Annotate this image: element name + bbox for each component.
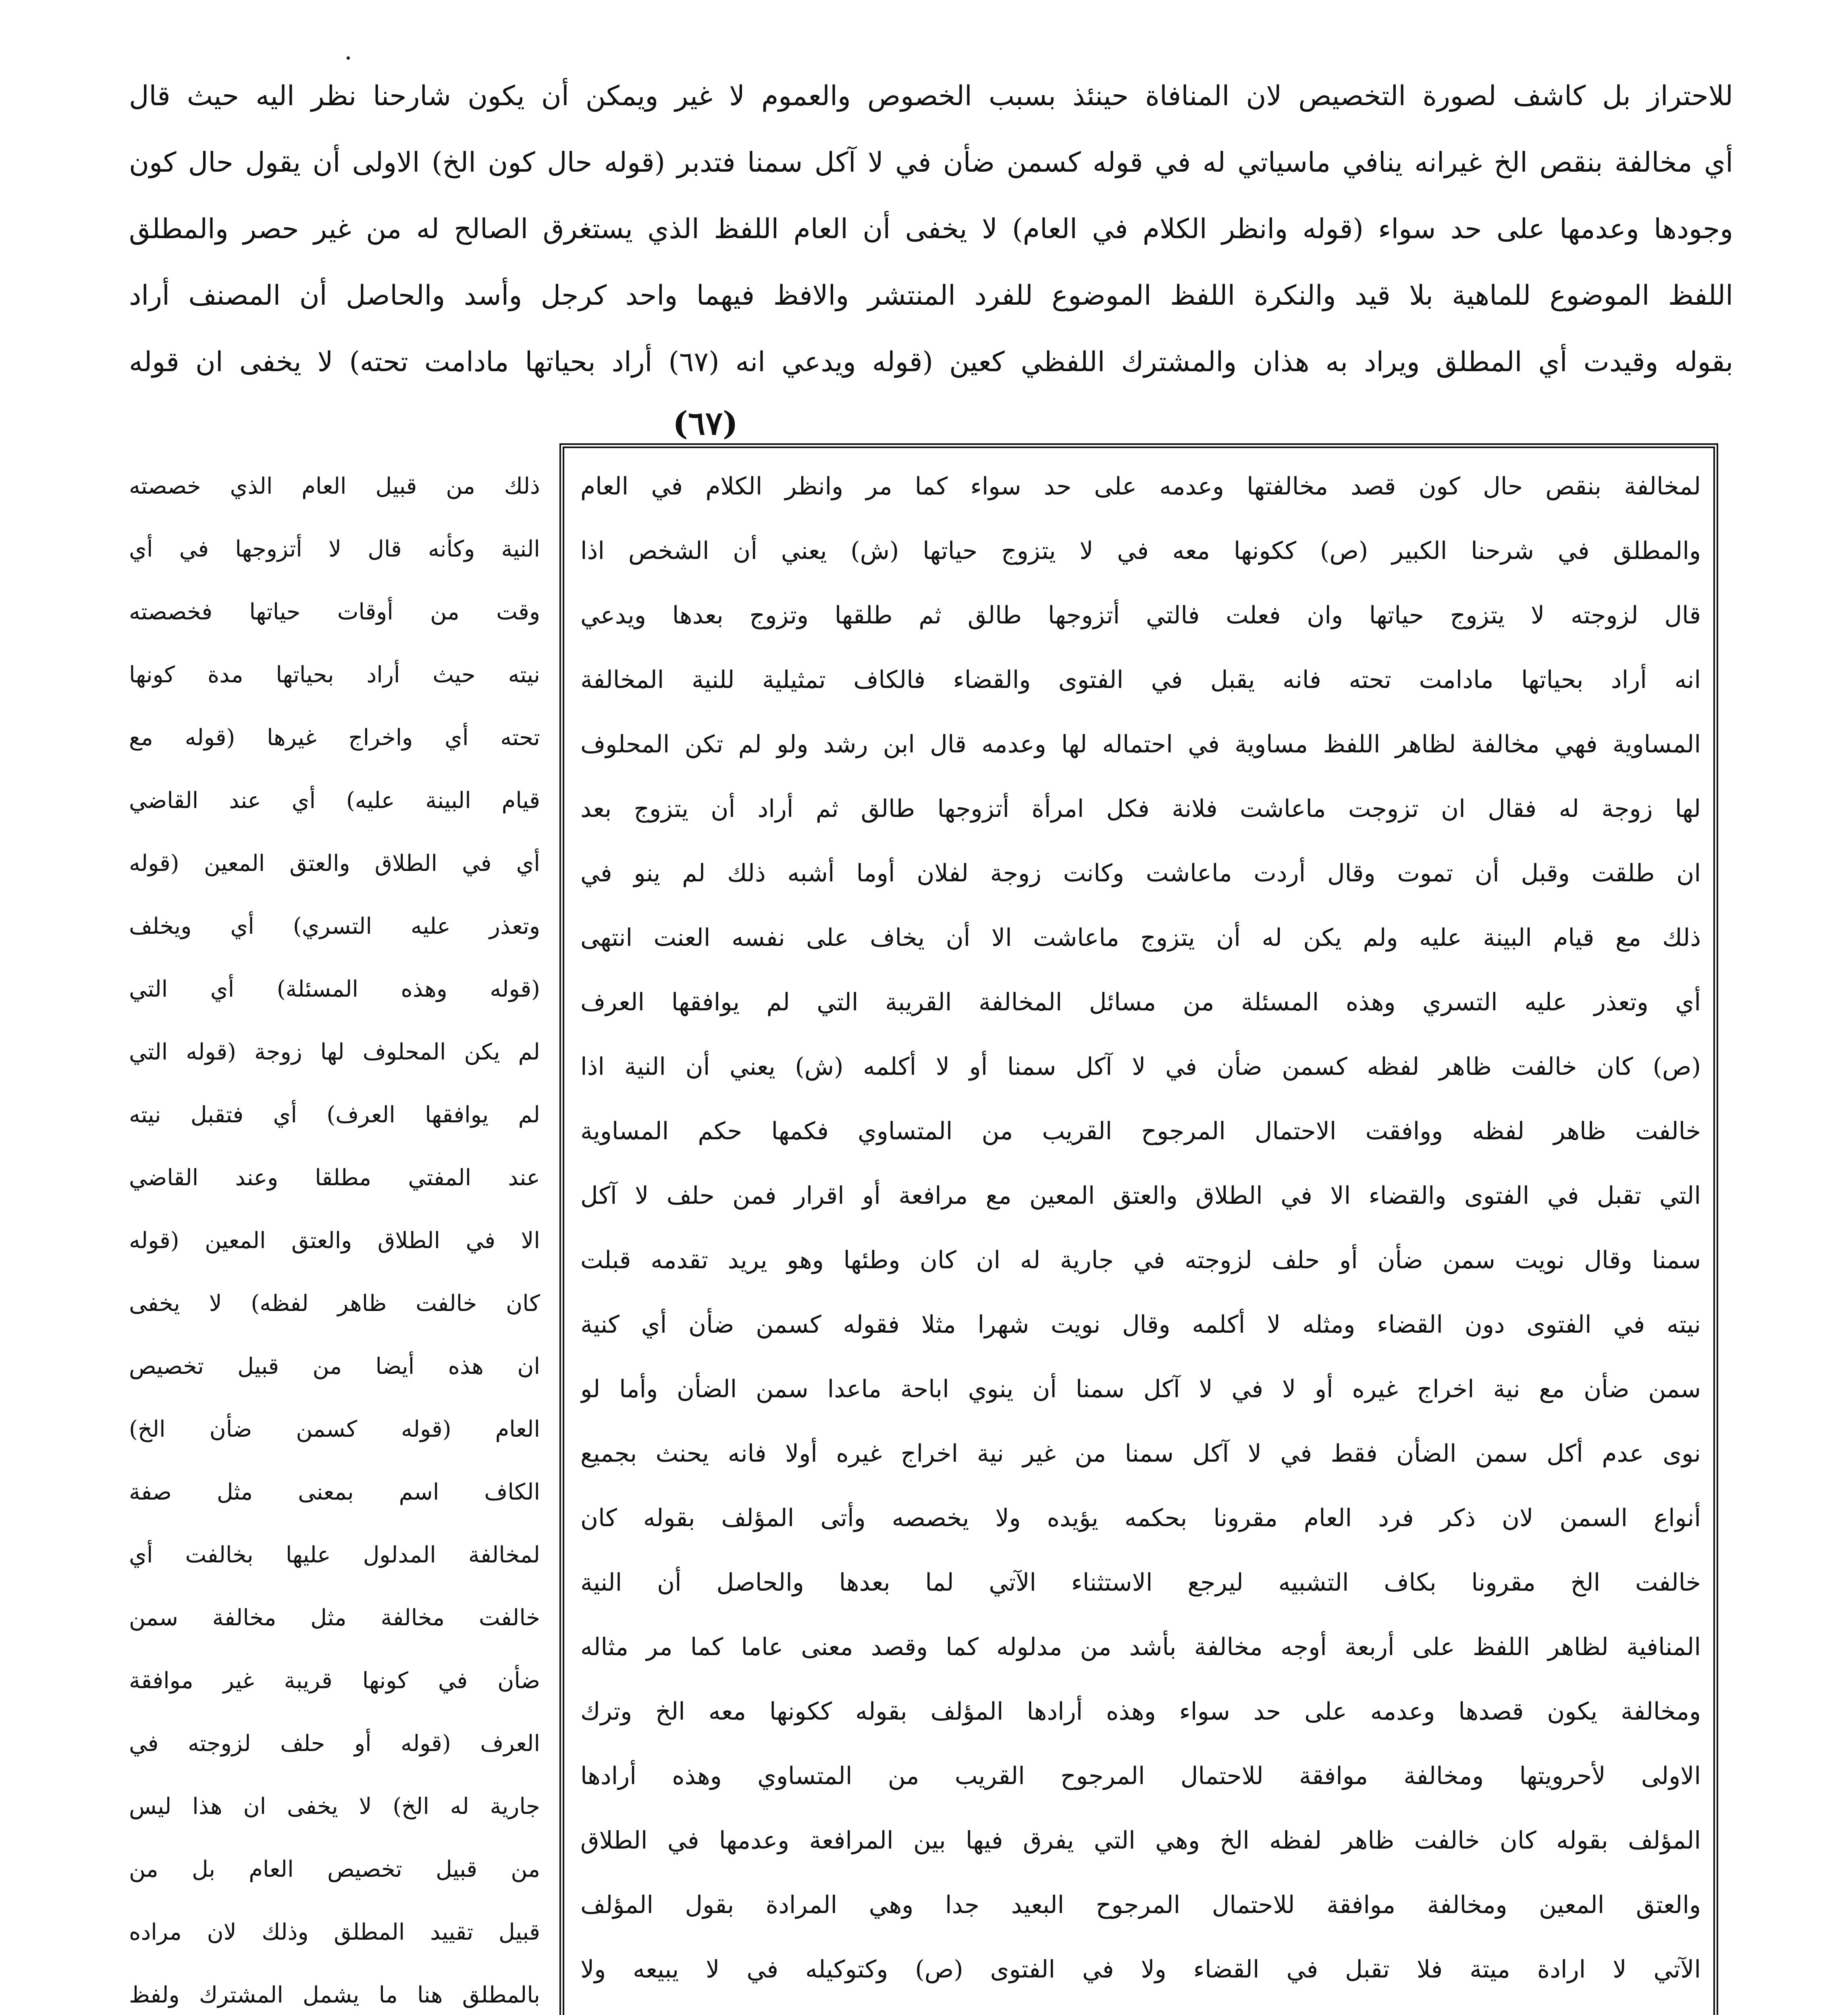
main-line: لها زوجة له فقال ان تزوجت ماعاشت فلانة فكل امرأة أتزوجها طالق ثم أراد أن يتزوج بعد: [580, 795, 1701, 823]
main-line: خالفت ظاهر لفظه ووافقت الاحتمال المرجوح القريب من المتساوي فكمها حكم المساوية: [580, 1117, 1701, 1145]
main-line: خالفت الخ مقرونا بكاف التشبيه ليرجع الاستثناء الآتي لما بعدها والحاصل أن النية: [580, 1568, 1701, 1597]
side-line: قبيل تقييد المطلق وذلك لان مراده: [129, 1919, 540, 1945]
main-line: المؤلف بقوله كان خالفت ظاهر لفظه الخ وهي التي يفرق فيها بين المرافعة وعدمها في الطلاق: [580, 1826, 1701, 1855]
side-line: ان هذه أيضا من قبيل تخصيص: [129, 1353, 540, 1379]
main-line: والعتق المعين ومخالفة موافقة للاحتمال المرجوح البعيد جدا وهي المرادة بقول المؤلف: [580, 1891, 1701, 1919]
top-line: وجودها وعدمها على حد سواء (قوله وانظر الكلام في العام) لا يخفى أن العام اللفظ الذي يستغرق الصالح له من غير حصر والمطلق: [129, 213, 1733, 245]
side-line: الا في الطلاق والعتق المعين (قوله: [129, 1228, 540, 1254]
side-line: العام (قوله كسمن ضأن الخ): [129, 1416, 540, 1442]
main-line: أي وتعذر عليه التسري وهذه المسئلة من مسائل المخالفة القريبة التي لم يوافقها العرف: [580, 988, 1701, 1016]
top-line: للاحتراز بل كاشف لصورة التخصيص لان المنافاة حينئذ بسبب الخصوص والعموم لا غير ويمكن أن يكون شارحنا نظر اليه حيث قال: [129, 80, 1733, 112]
main-line: أنواع السمن لان ذكر فرد العام مقرونا بحكمه يؤيده ولا يخصصه وأتى المؤلف بقوله كان: [580, 1504, 1701, 1532]
main-line: قال لزوجته لا يتزوج حياتها وان فعلت فالتي أتزوجها طالق ثم طلقها وتزوج بعدها ويدعي: [580, 601, 1701, 629]
main-line: الاولى لأحرويتها ومخالفة موافقة للاحتمال المرجوح القريب من المتساوي وهذه أرادها: [580, 1762, 1701, 1790]
side-line: جارية له الخ) لا يخفى ان هذا ليس: [129, 1793, 540, 1820]
side-line: قيام البينة عليه) أي عند القاضي: [129, 787, 540, 814]
main-line: سمن ضأن مع نية اخراج غيره أو لا في لا آكل سمنا أن ينوي اباحة ماعدا سمن الضأن وأما لو: [580, 1375, 1701, 1403]
main-line: الآتي لا ارادة ميتة فلا تقبل في القضاء ولا في الفتوى (ص) وكتوكيله في لا يبيعه ولا: [580, 1955, 1701, 1984]
main-line: ان طلقت وقبل أن تموت وقال أردت ماعاشت وكانت زوجة لفلان أوما أشبه ذلك لم ينو في: [580, 859, 1701, 887]
side-line: لم يكن المحلوف لها زوجة (قوله التي: [129, 1039, 540, 1065]
side-line: لم يوافقها العرف) أي فتقبل نيته: [129, 1102, 540, 1128]
main-line: نيته في الفتوى دون القضاء ومثله لا أكلمه وقال نويت شهرا مثلا فقوله كسمن ضأن أي كنية: [580, 1311, 1701, 1339]
side-line: لمخالفة المدلول عليها بخالفت أي: [129, 1542, 540, 1568]
main-line: والمطلق في شرحنا الكبير (ص) ككونها معه في لا يتزوج حياتها (ش) يعني أن الشخص اذا: [580, 537, 1701, 565]
side-line: النية وكأنه قال لا أتزوجها في أي: [129, 536, 540, 562]
main-line: المساوية فهي مخالفة لظاهر اللفظ مساوية في احتماله لها وعدمه قال ابن رشد ولو لم تكن المحلوف: [580, 730, 1701, 758]
top-line: بقوله وقيدت أي المطلق ويراد به هذان والمشترك اللفظي كعين (قوله ويدعي انه (٦٧) أراد بحياتها مادامت تحته) لا يخفى ان قوله: [129, 346, 1733, 378]
side-line: أي في الطلاق والعتق المعين (قوله: [129, 850, 540, 877]
main-line: [580, 2007, 1701, 2015]
side-line: خالفت مخالفة مثل مخالفة سمن: [129, 1605, 540, 1631]
top-line: اللفظ الموضوع للماهية بلا قيد والنكرة اللفظ الموضوع للفرد المنتشر والافظ فيهما واحد كرجل وأسد والحاصل أن المصنف أراد: [129, 280, 1733, 312]
main-line: سمنا وقال نويت سمن ضأن أو حلف لزوجته في جارية له ان كان وطئها وهو يريد تقدمه قبلت: [580, 1246, 1701, 1274]
main-line: نوى عدم أكل سمن الضأن فقط في لا آكل سمنا من غير نية اخراج غيره أولا فانه يحنث بجميع: [580, 1440, 1701, 1468]
side-line: تحته أي واخراج غيرها (قوله مع: [129, 725, 540, 751]
main-line: ومخالفة يكون قصدها وعدمه على حد سواء وهذه أرادها المؤلف بقوله ككونها معه الخ وترك: [580, 1697, 1701, 1726]
side-line: نيته حيث أراد بحياتها مدة كونها: [129, 662, 540, 688]
side-line: (قوله وهذه المسئلة) أي التي: [129, 976, 540, 1002]
main-line: المنافية لظاهر اللفظ على أربعة أوجه مخالفة بأشد من مدلوله كما وقصد معنى عاما كما مر مثاله: [580, 1633, 1701, 1661]
top-line: أي مخالفة بنقص الخ غيرانه ينافي ماسياتي له في قوله كسمن ضأن في لا آكل سمنا فتدبر (قوله حال كون الخ) الاولى أن يقول حال كون: [129, 147, 1733, 179]
side-line: من قبيل تخصيص العام بل من: [129, 1856, 540, 1882]
main-line: (ص) كان خالفت ظاهر لفظه كسمن ضأن في لا آكل سمنا أو لا أكلمه (ش) يعني أن النية اذا: [580, 1053, 1701, 1081]
main-line: انه أراد بحياتها مادامت تحته فانه يقبل في الفتوى والقضاء فالكاف تمثيلية للنية المخالفة: [580, 666, 1701, 694]
side-line: الكاف اسم بمعنى مثل صفة: [129, 1479, 540, 1505]
side-line: كان خالفت ظاهر لفظه) لا يخفى: [129, 1290, 540, 1317]
side-line: ذلك من قبيل العام الذي خصصته: [129, 473, 540, 499]
side-line: العرف (قوله أو حلف لزوجته في: [129, 1730, 540, 1757]
main-line: التي تقبل في الفتوى والقضاء الا في الطلاق والعتق المعين مع مرافعة أو اقرار فمن حلف لا آكل: [580, 1182, 1701, 1210]
side-line: بالمطلق هنا ما يشمل المشترك ولفظ: [129, 1982, 540, 2008]
side-line: ضأن في كونها قريبة غير موافقة: [129, 1668, 540, 1694]
side-line: عند المفتي مطلقا وعند القاضي: [129, 1165, 540, 1191]
main-line: ذلك مع قيام البينة عليه ولم يكن له أن يتزوج ماعاشت الا أن يخاف على نفسه العنت انتهى: [580, 924, 1701, 952]
ink-dot: [347, 56, 350, 60]
side-line: وقت من أوقات حياتها فخصصته: [129, 599, 540, 625]
side-line: وتعذر عليه التسري) أي ويخلف: [129, 913, 540, 939]
main-line: لمخالفة بنقص حال كون قصد مخالفتها وعدمه على حد سواء كما مر وانظر الكلام في العام: [580, 472, 1701, 501]
page-number: (٦٧): [673, 404, 738, 442]
